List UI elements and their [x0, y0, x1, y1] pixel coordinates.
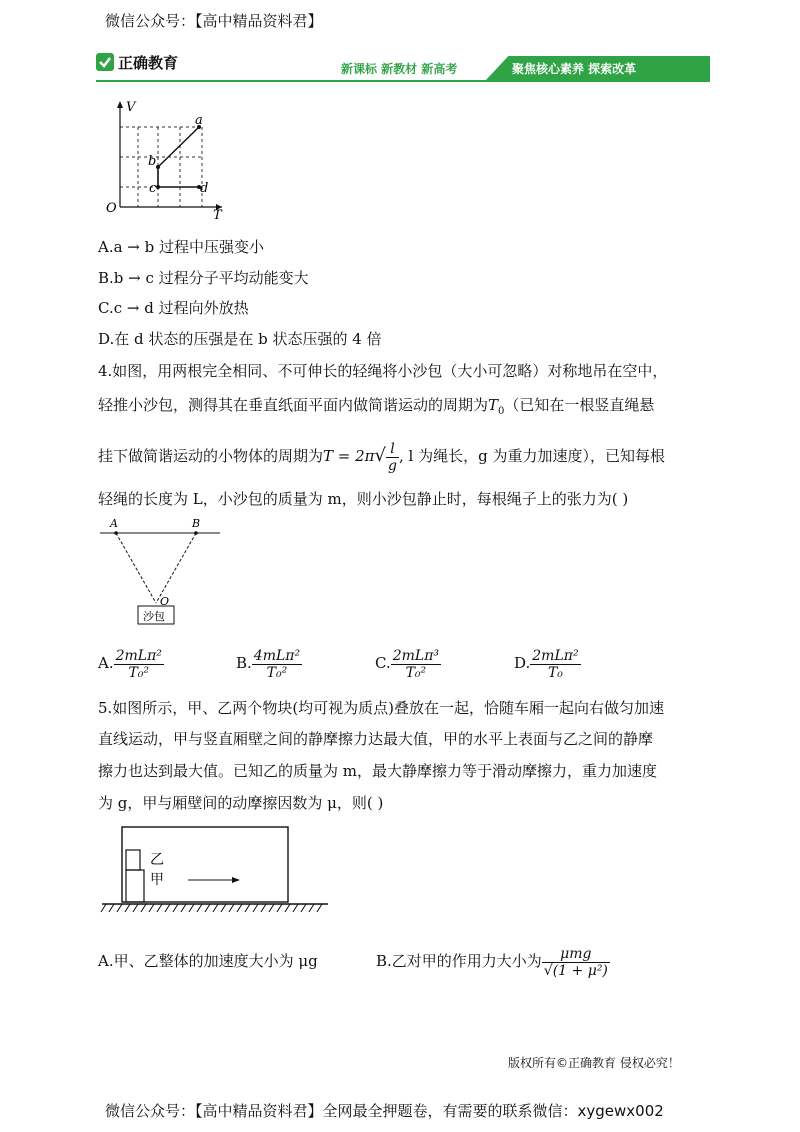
- point-b-label: B: [192, 517, 201, 530]
- block-yi: [126, 850, 140, 870]
- q4-line2: 轻推小沙包，测得其在垂直纸面平面内做简谐运动的周期为$T_0$（已知在一根竖直绳悬: [98, 396, 655, 417]
- q4-option-c: C. $\frac{\text{2mLπ³}}{\text{T₀²}}$: [375, 647, 440, 681]
- header-wechat: 微信公众号：【高中精品资料君】: [105, 12, 323, 30]
- q5-option-a: A.甲、乙整体的加速度大小为 μg: [98, 952, 318, 970]
- origin-label: O: [106, 201, 117, 216]
- sandbag-label: 沙包: [143, 610, 165, 623]
- carriage-box: [122, 827, 288, 902]
- check-icon: [96, 53, 114, 71]
- q5-line4: 为 g，甲与厢壁间的动摩擦因数为 μ，则( ): [98, 794, 384, 812]
- vt-graph: [100, 95, 230, 220]
- ground-hatch: [101, 904, 322, 912]
- sandbag-figure: [98, 515, 228, 627]
- point-o-label: O: [160, 595, 170, 608]
- rope-b: [156, 533, 196, 603]
- line-ab: [158, 127, 199, 167]
- carriage-figure: [100, 822, 330, 917]
- point-b-label: b: [148, 154, 157, 169]
- header-divider: [96, 80, 710, 82]
- graph-grid: [120, 127, 202, 207]
- slogan-left: 新课标 新教材 新高考: [341, 62, 458, 76]
- q3-option-a: A.a → b 过程中压强变小: [98, 238, 265, 256]
- q4-option-d: D. $\frac{\text{2mLπ²}}{\text{T₀}}$: [514, 647, 579, 681]
- q4-line4: 轻绳的长度为 L，小沙包的质量为 m，则小沙包静止时，每根绳子上的张力为( ): [98, 490, 629, 508]
- q3-option-d: D.在 d 状态的压强是在 b 状态压强的 4 倍: [98, 330, 382, 348]
- footer-wechat: 微信公众号：【高中精品资料君】全网最全押题卷，有需要的联系微信：xygewx002: [105, 1102, 664, 1120]
- block-yi-label: 乙: [150, 852, 164, 868]
- point-c-label: c: [149, 181, 157, 196]
- slogan-right: 聚焦核心素养 探索改革: [512, 62, 637, 76]
- v-label: V: [126, 100, 136, 115]
- point-a-label: A: [110, 517, 118, 530]
- q4-line1: 4.如图，用两根完全相同、不可伸长的轻绳将小沙包（大小可忽略）对称地吊在空中，: [98, 362, 668, 380]
- block-jia: [126, 870, 144, 902]
- q4-option-a: A. $\frac{\text{2mLπ²}}{\text{T₀²}}$: [98, 647, 162, 681]
- q4-option-b: B. $\frac{\text{4mLπ²}}{\text{T₀²}}$: [236, 647, 301, 681]
- q4-line3: 挂下做简谐运动的小物体的周期为T = 2π√ $\frac{l}{g}$ , l 为绳长，g 为重力加速度），已知每根: [98, 440, 665, 474]
- q5-line3: 擦力也达到最大值。已知乙的质量为 m，最大静摩擦力等于滑动摩擦力，重力加速度: [98, 762, 657, 780]
- rope-a: [116, 533, 156, 603]
- point-a-label: a: [195, 113, 203, 128]
- logo-text: 正确教育: [118, 54, 179, 72]
- q5-line1: 5.如图所示，甲、乙两个物块(均可视为质点)叠放在一起，恰随车厢一起向右做匀加速: [98, 699, 665, 717]
- q3-option-b: B.b → c 过程分子平均动能变大: [98, 269, 309, 287]
- footer-copyright: 版权所有©正确教育 侵权必究！: [508, 1056, 680, 1070]
- q3-option-c: C.c → d 过程向外放热: [98, 299, 249, 317]
- block-jia-label: 甲: [150, 872, 164, 888]
- q5-line2: 直线运动，甲与竖直厢壁之间的静摩擦力达最大值，甲的水平上表面与乙之间的静摩: [98, 730, 654, 748]
- q5-option-b: B.乙对甲的作用力大小为 $\frac{\text{μmg}}{\text{√(1 + μ²)}}$: [376, 945, 608, 979]
- t-label: T: [213, 208, 222, 220]
- point-d-label: d: [200, 181, 209, 196]
